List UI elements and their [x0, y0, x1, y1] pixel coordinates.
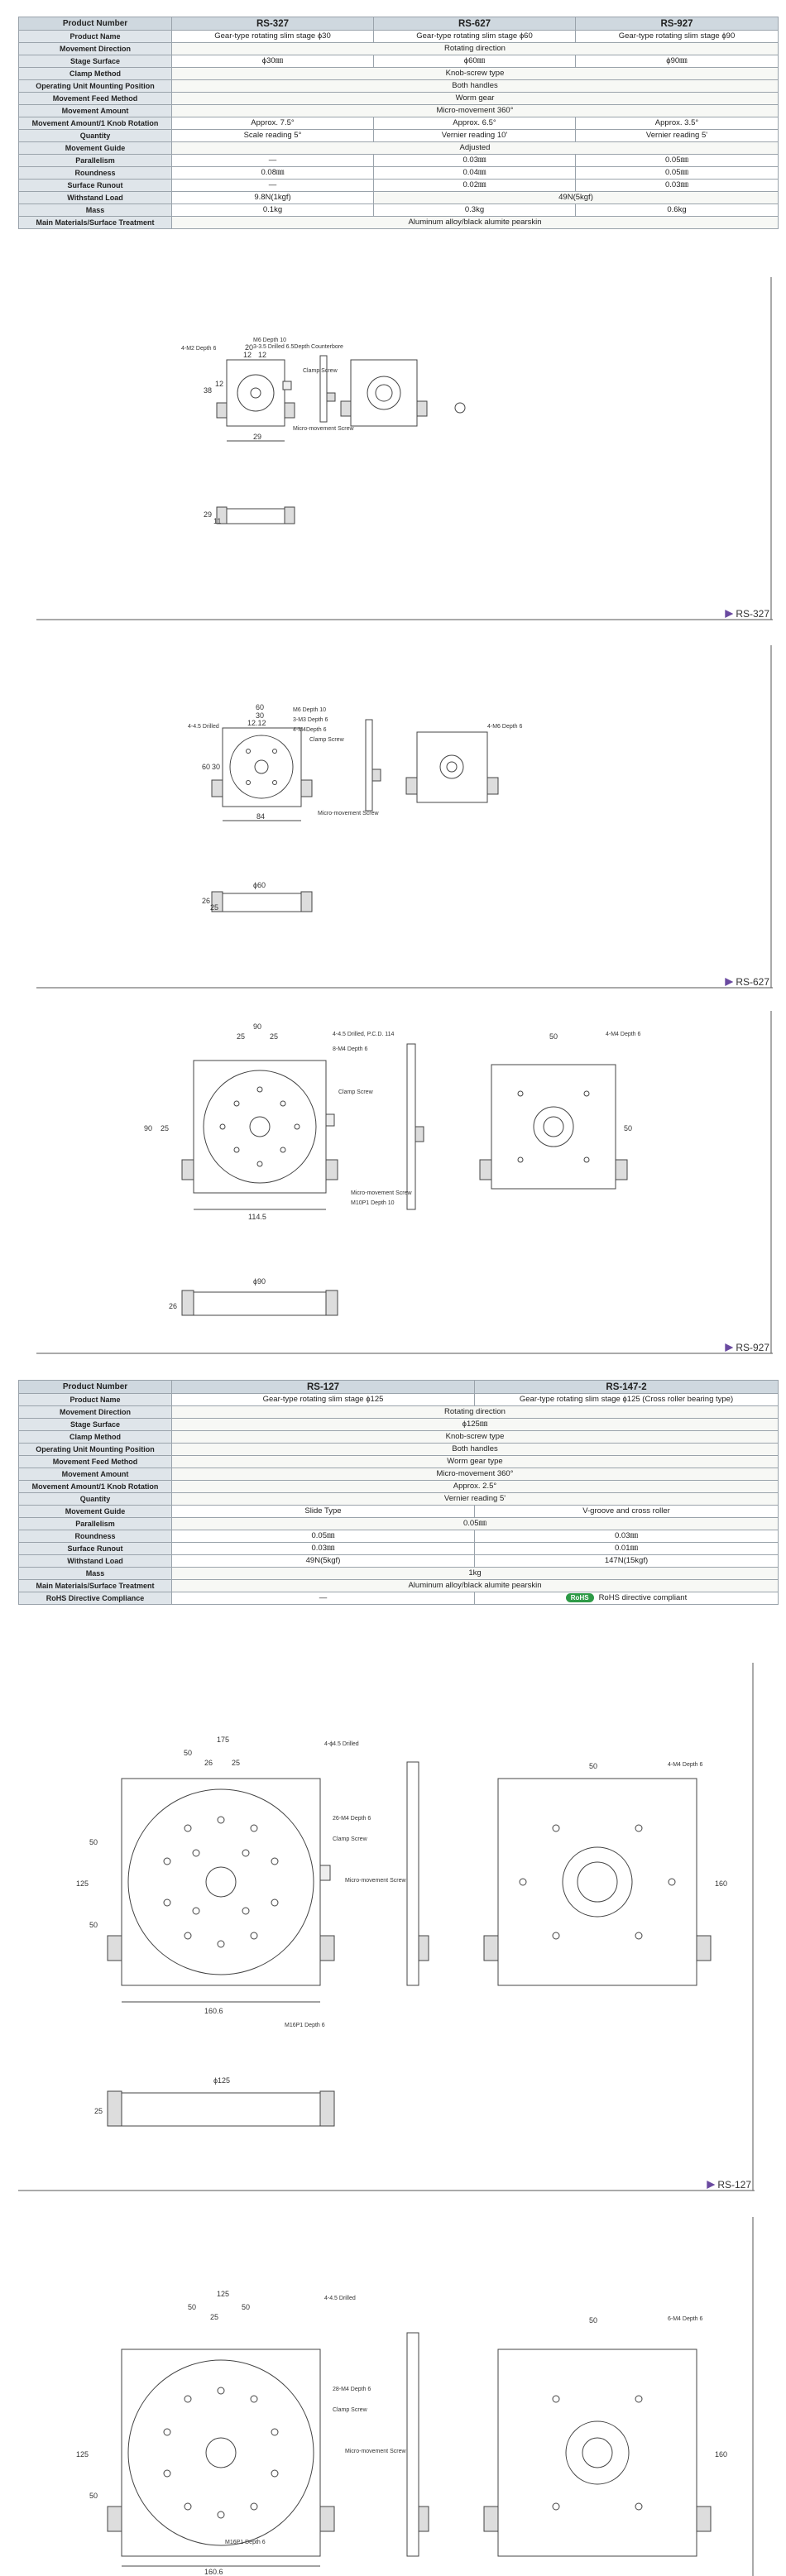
spec-label-cell: Surface Runout [19, 1543, 172, 1555]
dim-label: 50 [89, 1921, 98, 1929]
spec-row [19, 93, 779, 105]
spec-row [19, 1592, 779, 1605]
rs327-left-knob [217, 403, 227, 418]
dim-label: 50 [549, 1032, 558, 1041]
triangle-marker-icon [725, 1343, 733, 1352]
spec-label-cell: Roundness [19, 167, 172, 180]
note-label: M16P1 Depth 6 [285, 2023, 325, 2028]
header-row [19, 17, 779, 31]
spec-value-cell: 0.3kg [374, 204, 576, 217]
rs327-bottom-body [351, 360, 417, 426]
spec-label-cell: Roundness [19, 1530, 172, 1543]
rs127-tapped-holes [164, 1817, 278, 1947]
product-number-cell: RS-927 [576, 17, 779, 31]
note-label: Micro-movement Screw [293, 426, 354, 432]
spec-value-cell: Micro-movement 360° [172, 105, 779, 117]
note-label: 4-4.5 Drilled [324, 2296, 356, 2301]
note-label: 4-M4 Depth 6 [606, 1032, 641, 1037]
dim-label: 29 [204, 510, 213, 519]
dim-label: ϕ125 [213, 2076, 231, 2085]
spec-value-cell: Knob-screw type [172, 1431, 779, 1444]
spec-row [19, 1493, 779, 1506]
spec-value-cell: Approx. 2.5° [172, 1481, 779, 1493]
note-label: 4-4.5 Drilled, P.C.D. 114 [333, 1032, 395, 1037]
note-label: M10P1 Depth 10 [351, 1200, 395, 1206]
drawing-rs927 [36, 1011, 773, 1355]
spec-value-cell: Gear-type rotating slim stage ϕ30 [172, 31, 374, 43]
spec-value-cell: Both handles [172, 80, 779, 93]
note-label: 3-M3 Depth 6 [293, 717, 328, 723]
dim-label: 160.6 [204, 2568, 223, 2576]
spec-label-cell: Movement Amount/1 Knob Rotation [19, 117, 172, 130]
note-label: Clamp Screw [333, 2407, 367, 2413]
spec-value-cell: 0.03㎜ [475, 1530, 779, 1543]
dim-label: 50 [589, 1762, 598, 1770]
dim-label: 90 [253, 1022, 262, 1031]
spec-row [19, 1518, 779, 1530]
product-number-cell: RS-127 [172, 1381, 475, 1394]
spec-row [19, 55, 779, 68]
spec-label-cell: Movement Feed Method [19, 93, 172, 105]
spec-value-cell: 147N(15kgf) [475, 1555, 779, 1568]
note-label: 4-ϕ4.5 Drilled [324, 1741, 359, 1747]
rs627-bottom-body [417, 732, 487, 802]
spec-label-cell: Mass [19, 1568, 172, 1580]
rs627-stage-circle [230, 735, 293, 798]
note-label: Micro-movement Screw [345, 2449, 406, 2454]
spec-value-cell: 0.01㎜ [475, 1543, 779, 1555]
spec-row [19, 31, 779, 43]
spec-row [19, 142, 779, 155]
spec-value-cell: Approx. 3.5° [576, 117, 779, 130]
dim-label: 50 [89, 2492, 98, 2500]
dim-label: 12 [258, 351, 267, 359]
spec-row [19, 105, 779, 117]
rs327-top-body [227, 360, 285, 426]
drawing-tag-label: RS-327 [736, 608, 769, 620]
drawing-tag-rs327 [725, 608, 769, 620]
drawing-tag-label: RS-127 [717, 2179, 751, 2191]
dim-label: 125 [217, 2290, 230, 2298]
spec-value-cell: Worm gear [172, 93, 779, 105]
spec-row [19, 192, 779, 204]
drawing-tag-rs127 [707, 2179, 751, 2191]
dim-label: 26 [202, 897, 211, 905]
spec-row [19, 167, 779, 180]
spec-row [19, 1543, 779, 1555]
spec-value-cell: Approx. 7.5° [172, 117, 374, 130]
drawing-tag-label: RS-927 [736, 1342, 769, 1353]
note-label: 4-M4Depth 6 [293, 727, 327, 733]
spec-value-cell: Gear-type rotating slim stage ϕ125 [172, 1394, 475, 1406]
spec-value-cell: Aluminum alloy/black alumite pearskin [172, 217, 779, 229]
spec-label-cell: RoHS Directive Compliance [19, 1592, 172, 1605]
spec-label-cell: Stage Surface [19, 55, 172, 68]
dim-label: 50 [188, 2303, 197, 2311]
spec-row [19, 1419, 779, 1431]
spec-label-cell: Clamp Method [19, 68, 172, 80]
spec-label-cell: Operating Unit Mounting Position [19, 1444, 172, 1456]
triangle-marker-icon [707, 2181, 715, 2189]
spec-row [19, 68, 779, 80]
spec-value-cell: Gear-type rotating slim stage ϕ90 [576, 31, 779, 43]
dim-label: 50 [242, 2303, 251, 2311]
spec-label-cell: Product Name [19, 31, 172, 43]
note-label: M6 Depth 10 [293, 707, 327, 713]
spec-row [19, 43, 779, 55]
dim-label: 60 [256, 703, 265, 711]
dim-label: 25 [237, 1032, 246, 1041]
spec-value-cell: Rotating direction [172, 43, 779, 55]
drawing-rs147-2 [18, 2217, 755, 2576]
spec-value-cell: 0.1kg [172, 204, 374, 217]
note-label: 6-M4 Depth 6 [668, 2316, 703, 2322]
header-row [19, 1381, 779, 1394]
rs327-drawing-svg [36, 277, 773, 621]
spec-row [19, 180, 779, 192]
drawing-tag-rs627 [725, 976, 769, 988]
rs327-stage-circle [237, 375, 274, 411]
dim-label: 50 [624, 1124, 633, 1132]
spec-value-cell: Slide Type [172, 1506, 475, 1518]
drawing-tag-label: RS-627 [736, 976, 769, 988]
spec-label-cell: Mass [19, 204, 172, 217]
dim-label: 50 [89, 1838, 98, 1846]
product-number-cell: RS-147-2 [475, 1381, 779, 1394]
note-label: Micro-movement Screw [351, 1190, 412, 1196]
dim-label: 125 [76, 1879, 89, 1888]
rs927-bottom-body [491, 1065, 616, 1189]
spec-row [19, 217, 779, 229]
spec-value-cell: Vernier reading 10' [374, 130, 576, 142]
note-label: 4-M6 Depth 6 [487, 724, 523, 730]
dim-label: 50 [589, 2316, 598, 2325]
spec-row [19, 80, 779, 93]
dim-label: 12.12 [247, 719, 266, 727]
note-label: Micro-movement Screw [345, 1878, 406, 1884]
spec-value-cell: 0.04㎜ [374, 167, 576, 180]
spec-label-cell: Stage Surface [19, 1419, 172, 1431]
dim-label: 84 [256, 812, 266, 821]
spec-label-cell: Operating Unit Mounting Position [19, 80, 172, 93]
dim-label: 26 [169, 1302, 178, 1310]
spec-row [19, 1444, 779, 1456]
header-label-cell: Product Number [19, 17, 172, 31]
spec-value-cell: Micro-movement 360° [172, 1468, 779, 1481]
dim-label: 90 [144, 1124, 153, 1132]
triangle-marker-icon [725, 610, 733, 618]
drawing-rs127 [18, 1663, 755, 2192]
spec-label-cell: Withstand Load [19, 192, 172, 204]
spec-value-cell: 0.08㎜ [172, 167, 374, 180]
spec-value-cell: Vernier reading 5' [172, 1493, 779, 1506]
spec-label-cell: Quantity [19, 130, 172, 142]
drawing-rs627 [36, 645, 773, 989]
note-label: Clamp Screw [333, 1836, 367, 1842]
header-label-cell: Product Number [19, 1381, 172, 1394]
spec-table-body [19, 17, 779, 229]
rohs-text: RoHS directive compliant [598, 1593, 688, 1602]
spec-row [19, 1468, 779, 1481]
spec-value-cell: Approx. 6.5° [374, 117, 576, 130]
spec-row [19, 1530, 779, 1543]
dim-label: 125 [76, 2450, 89, 2459]
spec-row [19, 117, 779, 130]
rs627-drawing-svg [36, 645, 773, 989]
spec-row [19, 1481, 779, 1493]
dim-label: 114.5 [248, 1213, 266, 1221]
spec-label-cell: Parallelism [19, 1518, 172, 1530]
spec-label-cell: Parallelism [19, 155, 172, 167]
spec-value-cell: ϕ90㎜ [576, 55, 779, 68]
note-label: Micro-movement Screw [318, 811, 379, 816]
spec-label-cell: Product Name [19, 1394, 172, 1406]
spec-label-cell: Withstand Load [19, 1555, 172, 1568]
note-label: 4-4.5 Drilled [188, 724, 219, 730]
rs127-stage-circle [128, 1789, 314, 1975]
spec-label-cell: Movement Amount [19, 105, 172, 117]
dim-label: ϕ90 [253, 1277, 266, 1286]
dim-label: 30 [212, 763, 221, 771]
spec-row [19, 1431, 779, 1444]
spec-value-cell: Knob-screw type [172, 68, 779, 80]
rs147-bottom-body [498, 2349, 697, 2556]
dim-label: 25 [270, 1032, 279, 1041]
rs627-top-body [223, 728, 301, 807]
spec-row [19, 1406, 779, 1419]
spec-label-cell: Movement Guide [19, 142, 172, 155]
spec-label-cell: Movement Guide [19, 1506, 172, 1518]
rs127-top-body [122, 1779, 320, 1985]
spec-value-cell: Aluminum alloy/black alumite pearskin [172, 1580, 779, 1592]
spec-value-cell: Both handles [172, 1444, 779, 1456]
spec-label-cell: Surface Runout [19, 180, 172, 192]
spec-row [19, 1506, 779, 1518]
rs927-drawing-svg [36, 1011, 773, 1355]
dim-label: 30 [256, 711, 265, 720]
note-label: 26-M4 Depth 6 [333, 1816, 371, 1822]
dim-label: 25 [210, 903, 219, 912]
spec-value-cell: — [172, 155, 374, 167]
rs327-front-body [227, 509, 285, 524]
note-label: 4-M4 Depth 6 [668, 1762, 703, 1768]
rs147-tapped-holes [164, 2387, 278, 2518]
spec-value-cell: 0.03㎜ [374, 155, 576, 167]
spec-value-cell: 1kg [172, 1568, 779, 1580]
spec-value-cell: 0.05㎜ [576, 167, 779, 180]
drawing-tag-rs927 [725, 1342, 769, 1353]
dim-label: 11 [213, 517, 222, 525]
note-label: Clamp Screw [309, 737, 344, 743]
rs147-drawing-svg [18, 2217, 755, 2576]
rs127-drawing-svg [18, 1663, 755, 2192]
dim-label: ϕ60 [253, 881, 266, 889]
spec-row [19, 130, 779, 142]
note-label: M6 Depth 10 [253, 338, 287, 343]
spec-value-cell: 0.02㎜ [374, 180, 576, 192]
triangle-marker-icon [725, 978, 733, 986]
spec-table-body [19, 1381, 779, 1605]
dim-label: 160 [715, 2450, 728, 2459]
dim-label: 29 [253, 433, 262, 441]
spec-value-cell: Worm gear type [172, 1456, 779, 1468]
spec-value-cell: — [172, 180, 374, 192]
dim-label: 160.6 [204, 2007, 223, 2015]
spec-value-cell: Gear-type rotating slim stage ϕ60 [374, 31, 576, 43]
spec-label-cell: Clamp Method [19, 1431, 172, 1444]
dim-label: 60 [202, 763, 211, 771]
spec-row [19, 1568, 779, 1580]
spec-table-rs127-rs147 [18, 1380, 779, 1605]
product-number-cell: RS-627 [374, 17, 576, 31]
spec-table-rs327-rs927 [18, 17, 779, 229]
rs147-stage-circle [128, 2360, 314, 2545]
dim-label: 175 [217, 1736, 230, 1744]
spec-value-cell: ϕ60㎜ [374, 55, 576, 68]
dim-label: 25 [210, 2313, 219, 2321]
note-label: 4-M2 Depth 6 [181, 346, 217, 352]
spec-value-cell: — [172, 1592, 475, 1605]
spec-value-cell: Vernier reading 5' [576, 130, 779, 142]
spec-value-cell: ϕ30㎜ [172, 55, 374, 68]
product-number-cell: RS-327 [172, 17, 374, 31]
spec-value-cell: 0.03㎜ [576, 180, 779, 192]
note-label: Clamp Screw [303, 368, 338, 374]
dim-label: 25 [161, 1124, 170, 1132]
rohs-badge: RoHS [566, 1593, 594, 1602]
note-label: 8-M4 Depth 6 [333, 1046, 368, 1052]
note-label: Clamp Screw [338, 1089, 373, 1095]
rs927-front-body [194, 1292, 326, 1315]
spec-value-cell: Gear-type rotating slim stage ϕ125 (Cross roller bearing type) [475, 1394, 779, 1406]
spec-label-cell: Quantity [19, 1493, 172, 1506]
drawing-rs327 [36, 277, 773, 621]
spec-value-cell: Adjusted [172, 142, 779, 155]
spec-row [19, 155, 779, 167]
spec-value-cell: Scale reading 5° [172, 130, 374, 142]
spec-label-cell: Movement Amount/1 Knob Rotation [19, 1481, 172, 1493]
dim-label: 12 [215, 380, 224, 388]
spec-label-cell: Movement Direction [19, 43, 172, 55]
spec-label-cell: Main Materials/Surface Treatment [19, 1580, 172, 1592]
spec-label-cell: Movement Feed Method [19, 1456, 172, 1468]
rs127-bottom-body [498, 1779, 697, 1985]
spec-row [19, 1394, 779, 1406]
spec-row [19, 1580, 779, 1592]
dim-label: 25 [232, 1759, 241, 1767]
rs927-top-body [194, 1061, 326, 1193]
spec-value-cell [475, 1592, 779, 1605]
dim-label: 20 [245, 343, 254, 352]
note-label: 28-M4 Depth 6 [333, 2387, 371, 2392]
spec-row [19, 1555, 779, 1568]
spec-value-cell: 0.05㎜ [172, 1518, 779, 1530]
spec-value-cell: 0.05㎜ [172, 1530, 475, 1543]
rs127-front-body [122, 2093, 320, 2126]
spec-label-cell: Movement Amount [19, 1468, 172, 1481]
spec-value-cell: Rotating direction [172, 1406, 779, 1419]
rs147-top-body [122, 2349, 320, 2556]
dim-label: 50 [184, 1749, 193, 1757]
spec-value-cell: 49N(5kgf) [374, 192, 779, 204]
spec-value-cell: 49N(5kgf) [172, 1555, 475, 1568]
dim-label: 160 [715, 1879, 728, 1888]
spec-row [19, 1456, 779, 1468]
note-label: 3-3.5 Drilled 6.5Depth Counterbore [253, 344, 343, 350]
spec-label-cell: Movement Direction [19, 1406, 172, 1419]
dim-label: 25 [94, 2107, 103, 2115]
spec-value-cell: 0.03㎜ [172, 1543, 475, 1555]
dim-label: 26 [204, 1759, 213, 1767]
spec-row [19, 204, 779, 217]
spec-value-cell: 0.6kg [576, 204, 779, 217]
dim-label: 38 [204, 386, 213, 395]
rs627-front-body [223, 893, 301, 912]
dim-label: 12 [243, 351, 252, 359]
spec-label-cell: Main Materials/Surface Treatment [19, 217, 172, 229]
rs327-right-knob [285, 403, 295, 418]
spec-value-cell: 9.8N(1kgf) [172, 192, 374, 204]
spec-value-cell: ϕ125㎜ [172, 1419, 779, 1431]
note-label: M16P1 Depth 6 [225, 2540, 266, 2545]
spec-value-cell: V-groove and cross roller [475, 1506, 779, 1518]
spec-value-cell: 0.05㎜ [576, 155, 779, 167]
